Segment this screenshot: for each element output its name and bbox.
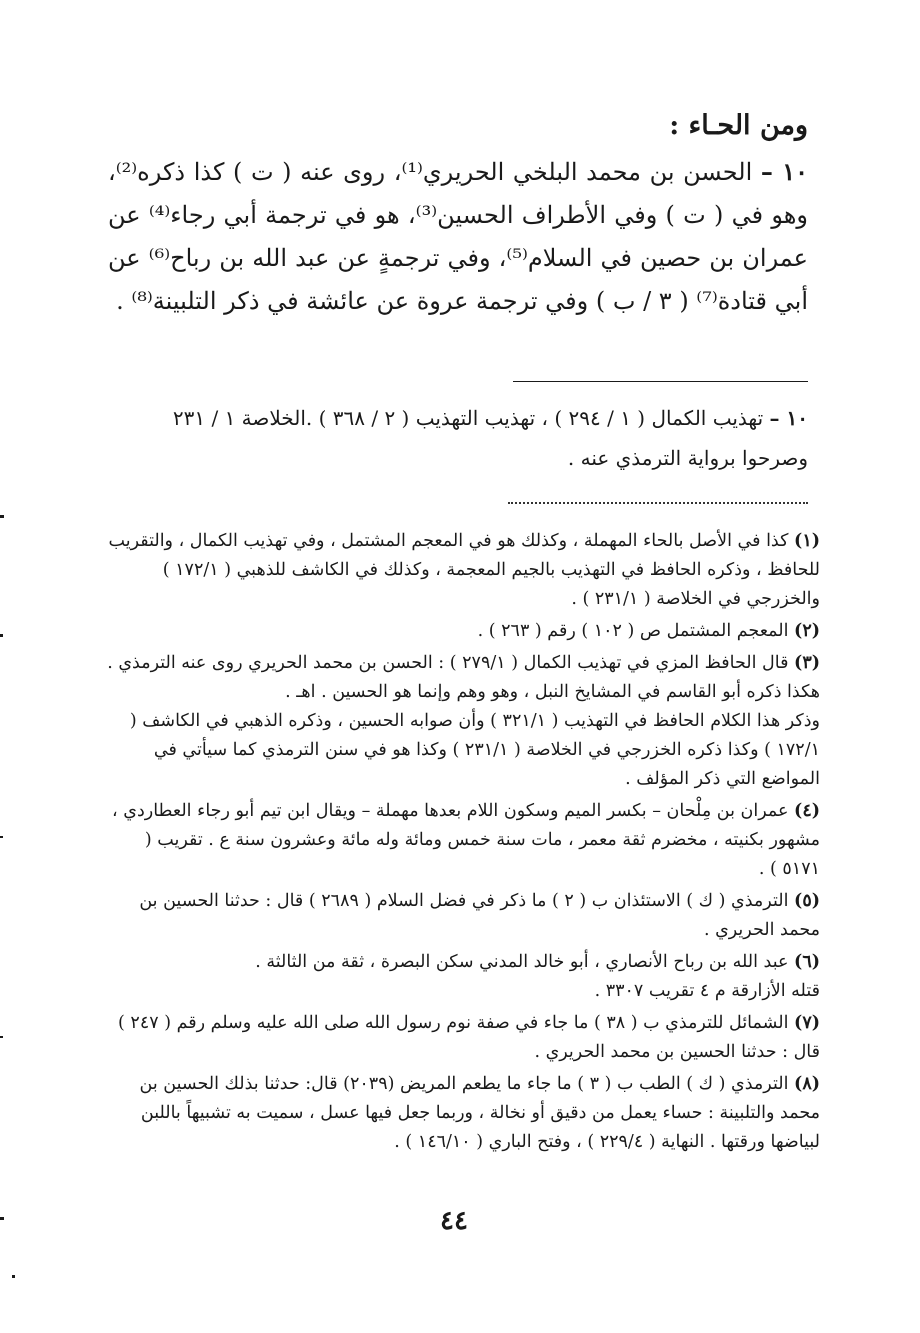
scan-speck: [0, 515, 4, 518]
footnote-text: المعجم المشتمل ص ( ١٠٢ ) رقم ( ٢٦٣ ) .: [477, 621, 789, 641]
footnote-7: [104, 1009, 820, 1067]
footnote-number: (١): [794, 531, 820, 551]
footnote-number: (٥): [794, 891, 820, 911]
footnote-text: الشمائل للترمذي ب ( ٣٨ ) ما جاء في صفة نوم رسول الله صلى الله عليه وسلم رقم ( ٢٤٧ ) قال : حدثنا الحسين بن محمد الحريري .: [118, 1013, 820, 1062]
footnote-6: [104, 948, 820, 1006]
entry-paragraph: [108, 150, 808, 323]
source-note-number: ١٠ –: [769, 406, 808, 430]
footnote-number: (٤): [794, 801, 820, 821]
entry-source-note: [108, 398, 808, 478]
source-note-text: تهذيب الكمال ( ١ / ٢٩٤ ) ، تهذيب التهذيب ( ٢ / ٣٦٨ ) .الخلاصة ١ / ٢٣١ وصرحوا برواية الترمذي عنه .: [172, 406, 808, 470]
scan-speck: [12, 1275, 15, 1278]
footnote-2: [104, 617, 820, 646]
footnote-text: كذا في الأصل بالحاء المهملة ، وكذلك هو في المعجم المشتمل ، وفي تهذيب الكمال ، والتقريب للحافظ ، وذكره الحافظ في التهذيب بالجيم المعجمة ، وكذلك في الكاشف للذهبي ( ١٧٢/١ ) والخزرجي في الخلاصة ( ٢٣١/١ ) .: [108, 531, 820, 609]
footnote-5: [104, 887, 820, 945]
footnote-number: (٣): [794, 653, 820, 673]
footnote-1: [104, 527, 820, 614]
entry-text: الحسن بن محمد البلخي الحريري⁽¹⁾، روى عنه ( ت ) كذا ذكره⁽²⁾، وهو في ( ت ) وفي الأطراف الحسين⁽³⁾، هو في ترجمة أبي رجاء⁽⁴⁾ عن عمران بن حصين في السلام⁽⁵⁾، وفي ترجمةٍ عن عبد الله بن رباح⁽⁶⁾ عن أبي قتادة⁽⁷⁾ ( ٣ / ب ) وفي ترجمة عروة عن عائشة في ذكر التلبينة⁽⁸⁾ .: [108, 158, 808, 315]
footnote-number: (٦): [794, 952, 820, 972]
footnote-text: عبد الله بن رباح الأنصاري ، أبو خالد المدني سكن البصرة ، ثقة من الثالثة . قتله الأزارقة م ٤ تقريب ٣٣٠٧ .: [255, 952, 820, 1001]
scan-speck: [0, 836, 3, 838]
footnote-text: عمران بن مِلْحان – بكسر الميم وسكون اللام بعدها مهملة – ويقال ابن تيم أبو رجاء العطاردي ، مشهور بكنيته ، مخضرم ثقة معمر ، مات سنة خمس ومائة وله مائة وعشرون سنة ع . تقريب ( ٥١٧١ ) .: [112, 801, 820, 879]
footnote-number: (٨): [794, 1074, 820, 1094]
scan-speck: [0, 1217, 4, 1220]
dotted-separator: [508, 502, 808, 504]
scan-speck: [0, 1036, 3, 1038]
footnote-4: [104, 797, 820, 884]
footnote-8: [104, 1070, 820, 1157]
footnote-text: قال الحافظ المزي في تهذيب الكمال ( ٢٧٩/١ ) : الحسن بن محمد الحريري روى عنه الترمذي . هكذا ذكره أبو القاسم في المشايخ النبل ، وهو وهم وإنما هو الحسين . اهـ . وذكر هذا الكلام الحافظ في التهذيب ( ٣٢١/١ ) وأن صوابه الحسين ، وذكره الذهبي في الكاشف ( ١٧٢/١ ) وكذا ذكره الخزرجي في الخلاصة ( ٢٣١/١ ) وكذا هو في سنن الترمذي كما سيأتي في المواضع التي ذكر المؤلف .: [107, 653, 820, 789]
footnote-3: [104, 649, 820, 794]
footnote-number: (٢): [794, 621, 820, 641]
page-number: ٤٤: [440, 1206, 468, 1236]
section-heading: ومن الحـاء :: [669, 110, 808, 141]
footnote-text: الترمذي ( ك ) الاستئذان ب ( ٢ ) ما ذكر في فضل السلام ( ٢٦٨٩ ) قال : حدثنا الحسين بن محمد الحريري .: [139, 891, 820, 940]
footnote-separator: [513, 381, 808, 382]
footnotes-list: [104, 527, 820, 1160]
scan-speck: [0, 634, 3, 637]
entry-number: ١٠ –: [760, 157, 808, 186]
footnote-text: الترمذي ( ك ) الطب ب ( ٣ ) ما جاء ما يطعم المريض (٢٠٣٩) قال: حدثنا بذلك الحسين بن محمد والتلبينة : حساء يعمل من دقيق أو نخالة ، وربما جعل فيها عسل ، سميت به تشبيهاً باللبن لبياضها ورقتها . النهاية ( ٢٢٩/٤ ) ، وفتح الباري ( ١٤٦/١٠ ) .: [139, 1074, 820, 1152]
footnote-number: (٧): [794, 1013, 820, 1033]
